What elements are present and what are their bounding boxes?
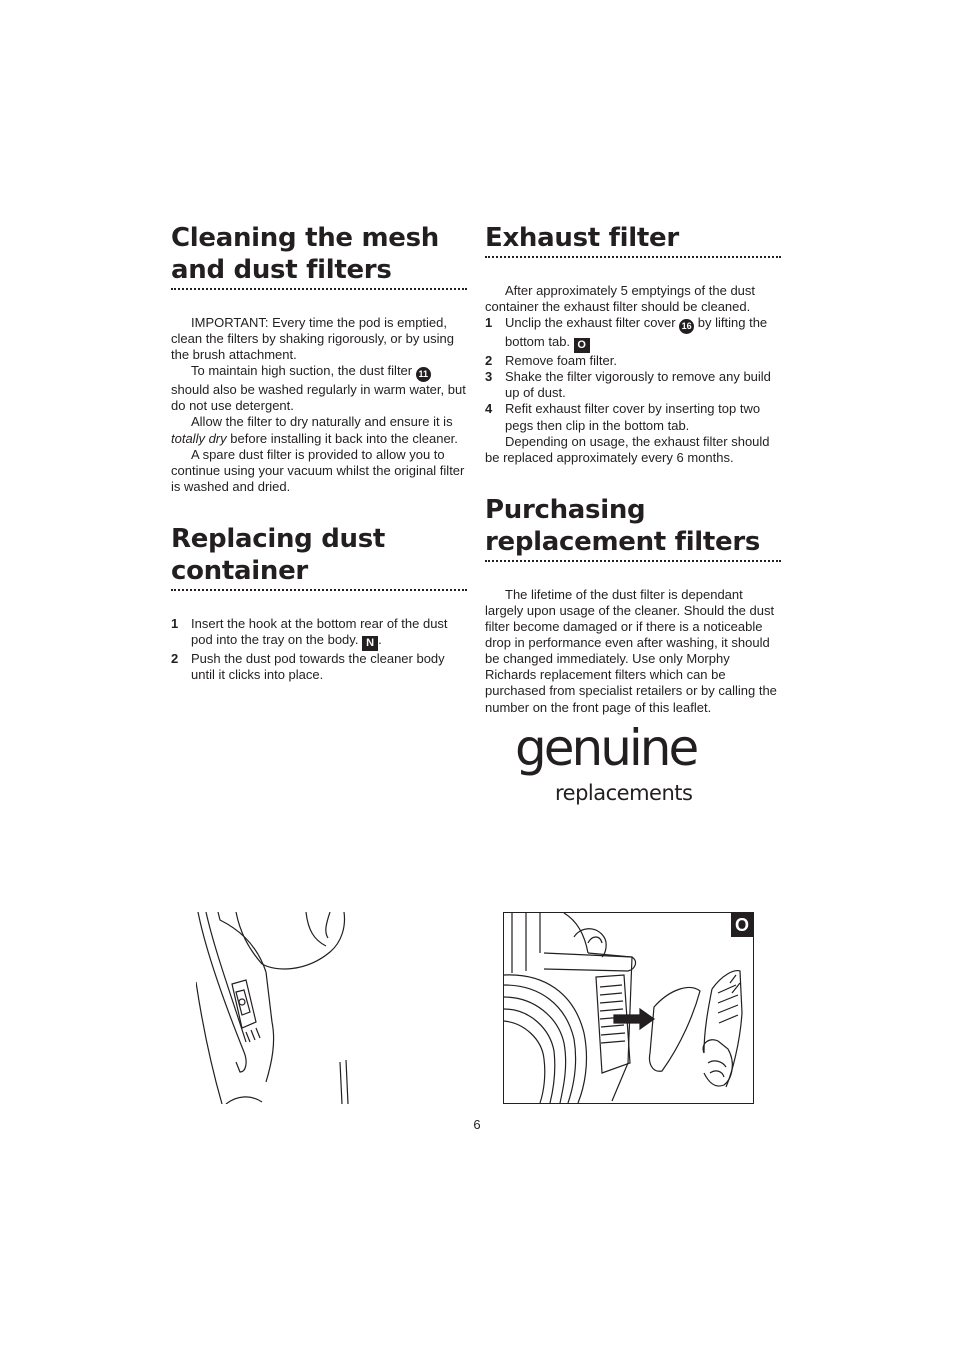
right-column xyxy=(485,222,781,744)
paragraph xyxy=(171,363,467,414)
part-number-badge: 11 xyxy=(416,367,431,382)
paragraph xyxy=(171,414,467,446)
step-number: 1 xyxy=(485,315,493,331)
step-text: Remove foam filter. xyxy=(505,353,617,369)
step-item xyxy=(485,353,781,369)
step-item xyxy=(485,369,781,401)
paragraph: IMPORTANT: Every time the pod is emptied, clean the filters by shaking rigorously, or by using the brush attachment. xyxy=(171,315,455,363)
emphasis: totally dry xyxy=(171,430,227,446)
part-number-badge: 16 xyxy=(679,319,694,334)
text: before installing it back into the cleaner. xyxy=(230,430,458,446)
step-item xyxy=(485,401,781,433)
replacing-body xyxy=(171,616,467,683)
logo-word-replacements: replacements xyxy=(555,781,693,805)
text: by lifting the bottom tab. xyxy=(505,315,768,350)
step-number: 1 xyxy=(171,615,179,631)
exhaust-body xyxy=(485,283,781,466)
step-text xyxy=(505,315,781,353)
paragraph: The lifetime of the dust filter is dependant largely upon usage of the cleaner. Should the dust filter become damaged or if there is a noticeable drop in performance even after washing, it should be changed immediately. Use only Morphy Richards replacement filters which can be purchased from specialist retailers or by calling the number on the front page of this leaflet. xyxy=(485,586,777,715)
left-column xyxy=(171,222,467,711)
step-number: 4 xyxy=(485,401,493,417)
dust-pod-drawing xyxy=(196,912,356,1104)
paragraph: Depending on usage, the exhaust filter should be replaced approximately every 6 months. xyxy=(485,433,770,465)
text: Allow the filter to dry naturally and ensure it is xyxy=(191,414,453,430)
logo-word-genuine: genuine xyxy=(515,719,697,777)
heading-cleaning xyxy=(171,222,467,290)
purchasing-body xyxy=(485,587,781,716)
genuine-replacements-logo xyxy=(515,719,730,813)
step-number: 2 xyxy=(485,353,493,369)
step-number: 2 xyxy=(171,651,179,667)
exhaust-filter-drawing xyxy=(504,913,753,1103)
step-item xyxy=(171,616,467,651)
step-text: Shake the filter vigorously to remove any build up of dust. xyxy=(505,369,771,401)
heading-line: and dust filters xyxy=(171,255,392,285)
step-text: Push the dust pod towards the cleaner body until it clicks into place. xyxy=(191,651,445,683)
heading-line: container xyxy=(171,555,308,586)
text: Unclip the exhaust filter cover xyxy=(505,315,676,331)
exhaust-filter-illustration xyxy=(503,912,754,1104)
section-exhaust xyxy=(485,222,781,466)
step-item xyxy=(485,315,781,353)
cleaning-body xyxy=(171,315,467,495)
figure-ref-badge: O xyxy=(574,338,590,353)
step-text xyxy=(191,616,467,651)
heading-line: replacement filters xyxy=(485,526,761,557)
page-number: 6 xyxy=(473,1117,481,1132)
figure-label-o: O xyxy=(731,913,753,937)
step-text: Refit exhaust filter cover by inserting top two pegs then clip in the bottom tab. xyxy=(505,401,761,433)
text: should also be washed regularly in warm water, but do not use detergent. xyxy=(171,382,466,414)
paragraph: After approximately 5 emptyings of the dust container the exhaust filter should be cleaned. xyxy=(485,283,756,315)
text: . xyxy=(378,632,382,648)
paragraph: A spare dust filter is provided to allow you to continue using your vacuum whilst the original filter is washed and dried. xyxy=(171,446,465,494)
section-cleaning xyxy=(171,222,467,495)
step-item xyxy=(171,651,467,683)
figure-ref-badge: N xyxy=(362,636,378,651)
heading-line: Replacing dust xyxy=(171,523,386,554)
heading-exhaust: Exhaust filter xyxy=(485,222,781,258)
section-replacing xyxy=(171,523,467,683)
text: Insert the hook at the bottom rear of the dust pod into the tray on the body. xyxy=(191,615,448,648)
text: To maintain high suction, the dust filter xyxy=(191,363,413,379)
heading-replacing xyxy=(171,523,467,591)
section-purchasing xyxy=(485,494,781,716)
heading-purchasing xyxy=(485,494,781,562)
step-number: 3 xyxy=(485,369,493,385)
heading-line: Cleaning the mesh xyxy=(171,223,440,253)
dust-pod-illustration xyxy=(196,912,356,1104)
heading-line: Purchasing xyxy=(485,494,646,525)
